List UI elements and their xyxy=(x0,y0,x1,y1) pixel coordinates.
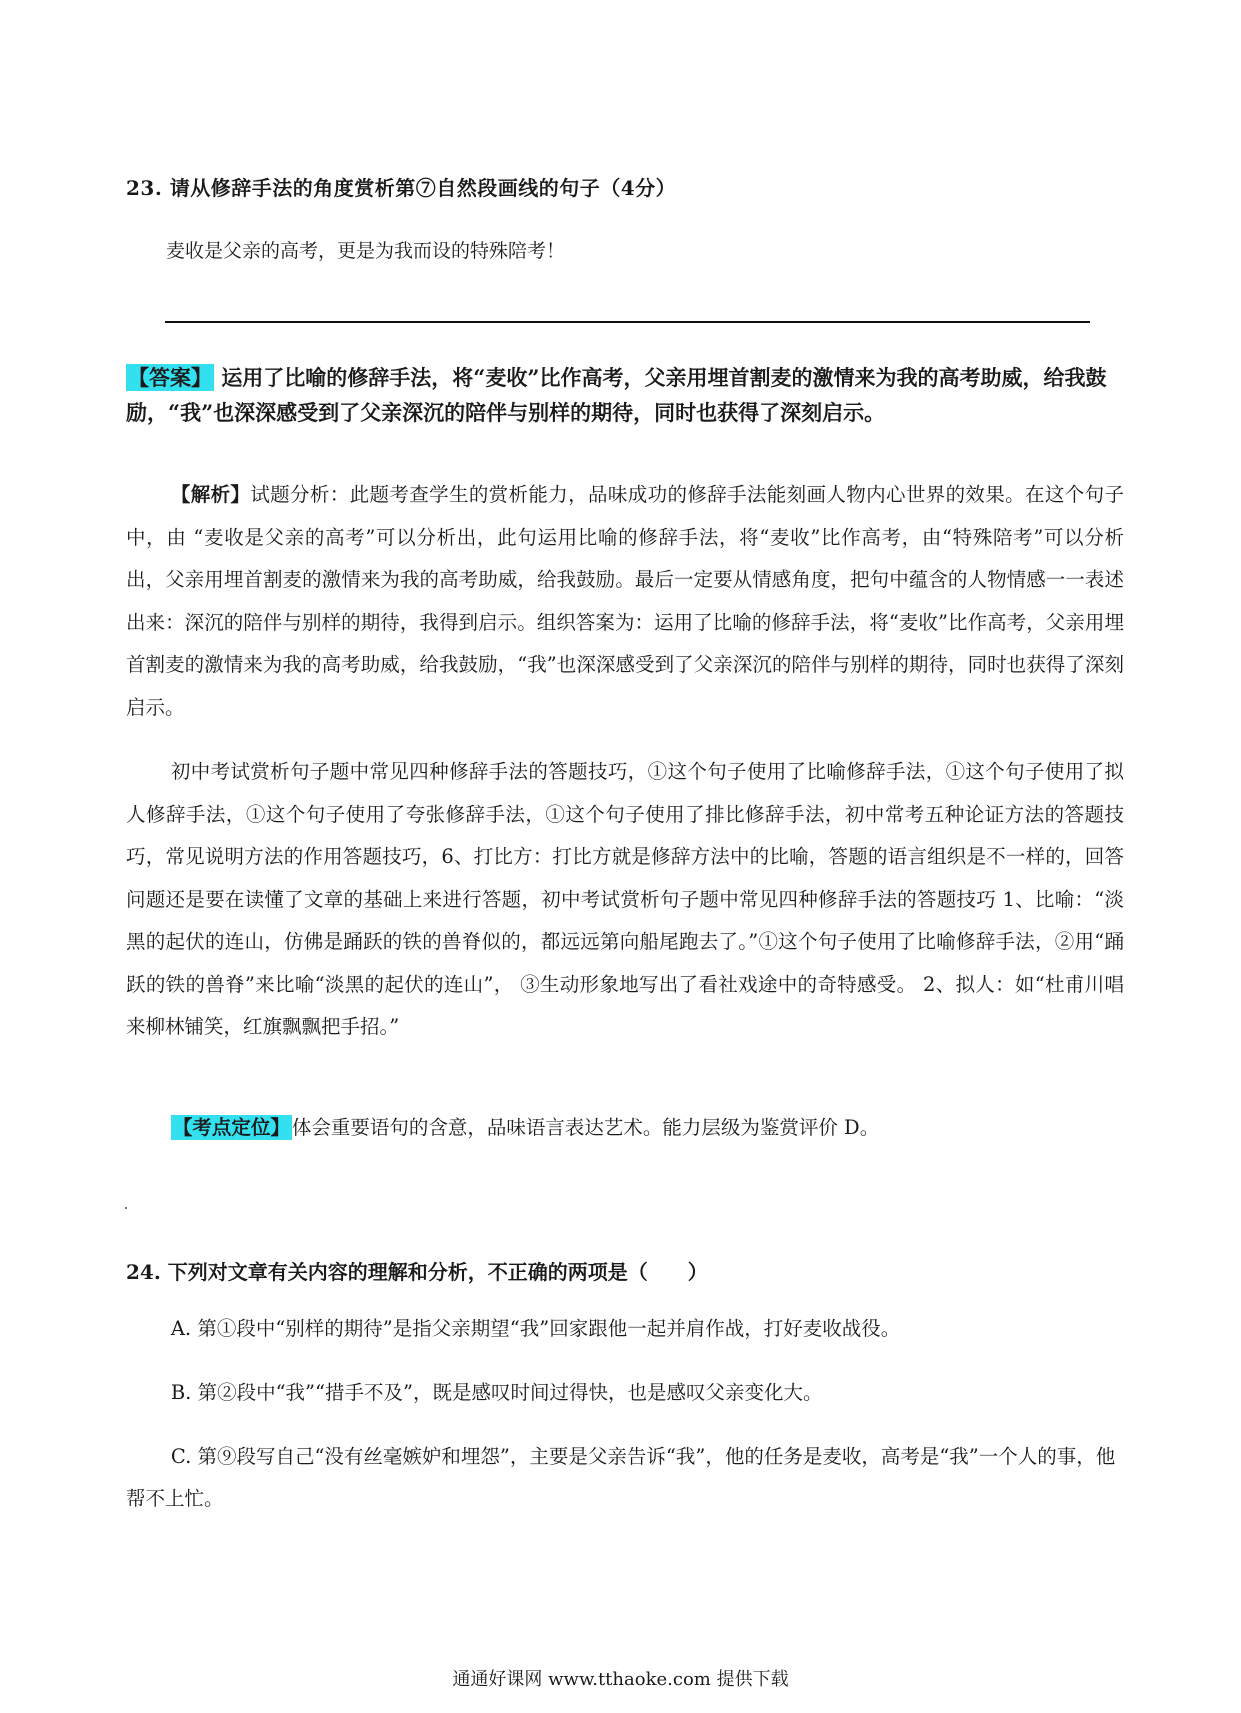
question-24-title: 24. 下列对文章有关内容的理解和分析，不正确的两项是（ ） xyxy=(126,1260,708,1284)
analysis-text: 试题分析：此题考查学生的赏析能力，品味成功的修辞手法能刻画人物内心世界的效果。在这个句子中，由 “麦收是父亲的高考”可以分析出，此句运用比喻的修辞手法，将“麦收”比作高考，由“特殊陪考”可以分析出，父亲用埋首割麦的激情来为我的高考助威，给我鼓励。最后一定要从情感角度，把句中蕴含的人物情感一一表述出来：深沉的陪伴与别样的期待，我得到启示。组织答案为：运用了比喻的修辞手法，将“麦收”比作高考，父亲用埋首割麦的激情来为我的高考助威，给我鼓励，“我”也深深感受到了父亲深沉的陪伴与别样的期待，同时也获得了深刻启示。 xyxy=(126,483,1124,719)
kaodian-text: 体会重要语句的含意，品味语言表达艺术。能力层级为鉴赏评价 D。 xyxy=(291,1116,880,1139)
option-a: A. 第①段中“别样的期待”是指父亲期望“我”回家跟他一起并肩作战，打好麦收战役。 xyxy=(170,1317,901,1340)
answer-block xyxy=(126,360,1124,430)
answer-text: 运用了比喻的修辞手法，将“麦收”比作高考，父亲用埋首割麦的激情来为我的高考助威，给我鼓励，“我”也深深感受到了父亲深沉的陪伴与别样的期待，同时也获得了深刻启示。 xyxy=(126,365,1107,425)
question-23-title: 23. 请从修辞手法的角度赏析第⑦自然段画线的句子（4分） xyxy=(126,176,677,200)
analysis-paragraph xyxy=(126,474,1124,729)
option-b: B. 第②段中“我”“措手不及”，既是感叹时间过得快，也是感叹父亲变化大。 xyxy=(170,1381,823,1404)
tips-paragraph: 初中考试赏析句子题中常见四种修辞手法的答题技巧，①这个句子使用了比喻修辞手法，①这个句子使用了拟人修辞手法，①这个句子使用了夸张修辞手法，①这个句子使用了排比修辞手法，初中常考五种论证方法的答题技巧，常见说明方法的作用答题技巧，6、打比方：打比方就是修辞方法中的比喻，答题的语言组织是不一样的，回答问题还是要在读懂了文章的基础上来进行答题，初中考试赏析句子题中常见四种修辞手法的答题技巧 1、比喻：“淡黑的起伏的连山，仿佛是踊跃的铁的兽脊似的，都远远第向船尾跑去了。”①这个句子使用了比喻修辞手法，②用“踊跃的铁的兽脊”来比喻“淡黑的起伏的连山”， ③生动形象地写出了看社戏途中的奇特感受。 2、拟人：如“杜甫川唱来柳林铺笑，红旗飘飘把手招。” xyxy=(126,760,1124,1038)
stray-dot xyxy=(125,1207,127,1209)
answer-line xyxy=(165,321,1090,323)
quoted-sentence: 麦收是父亲的高考，更是为我而设的特殊陪考！ xyxy=(166,240,566,262)
kaodian-paragraph xyxy=(126,1107,1124,1150)
page-footer: 通通好课网 www.tthaoke.com 提供下载 xyxy=(452,1669,789,1690)
kaodian-tag: 【考点定位】 xyxy=(172,1116,290,1139)
analysis-tag: 【解析】 xyxy=(170,483,251,506)
option-c: C. 第⑨段写自己“没有丝毫嫉妒和埋怨”，主要是父亲告诉“我”，他的任务是麦收，高考是“我”一个人的事，他帮不上忙。 xyxy=(126,1445,1116,1510)
answer-tag: 【答案】 xyxy=(128,365,212,390)
